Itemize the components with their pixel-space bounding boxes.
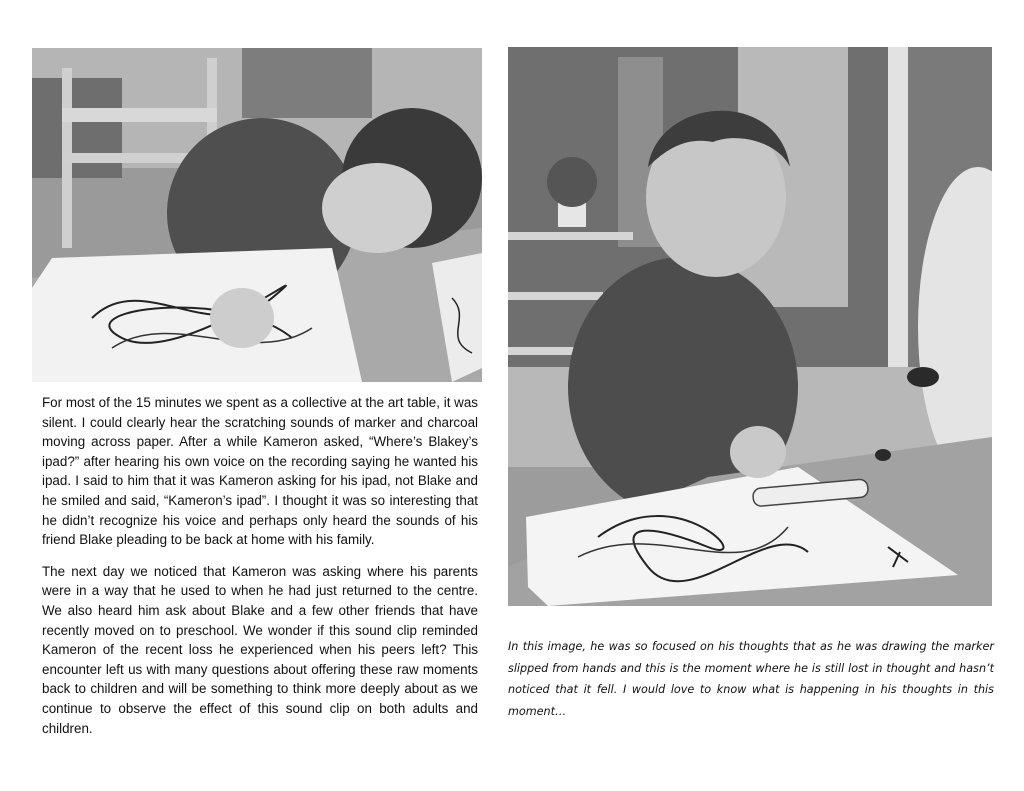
- photo-child-drawing-head-down-icon: [32, 48, 482, 382]
- photo-child-standing-drawing: [508, 47, 992, 606]
- observation-text: [42, 393, 478, 750]
- photo-child-standing-drawing-icon: [508, 47, 992, 606]
- paragraph-1: For most of the 15 minutes we spent as a collective at the art table, it was silent. I could clearly hear the scratching sounds of marker and charcoal moving across paper. After a while Kameron asked, “Where’s Blakey’s ipad?” after hearing his own voice on the recording saying he wanted his ipad. I said to him that it was Kameron asking for his ipad, not Blake and he smiled and said, “Kameron’s ipad”. I thought it was so interesting that he didn’t recognize his voice and perhaps only heard the sounds of his friend Blake pleading to be back at home with his family.: [42, 395, 478, 548]
- photo-child-drawing-head-down: [32, 48, 482, 382]
- photo-caption: In this image, he was so focused on his thoughts that as he was drawing the marker slipped from hands and this is the moment where he is still lost in thought and hasn’t noticed that it fell. I would love to know what is happening in his thoughts in this moment…: [508, 640, 994, 718]
- paragraph-2: The next day we noticed that Kameron was asking where his parents were in a way that he used to when he had just returned to the centre. We also heard him ask about Blake and a few other friends that have recently moved on to preschool. We wonder if this sound clip reminded Kameron of the recent loss he experienced when his peers left? This encounter left us with many questions about offering these raw moments back to children and will be something to think more deeply about as we continue to observe the effect of this sound clip on both adults and children.: [42, 563, 478, 736]
